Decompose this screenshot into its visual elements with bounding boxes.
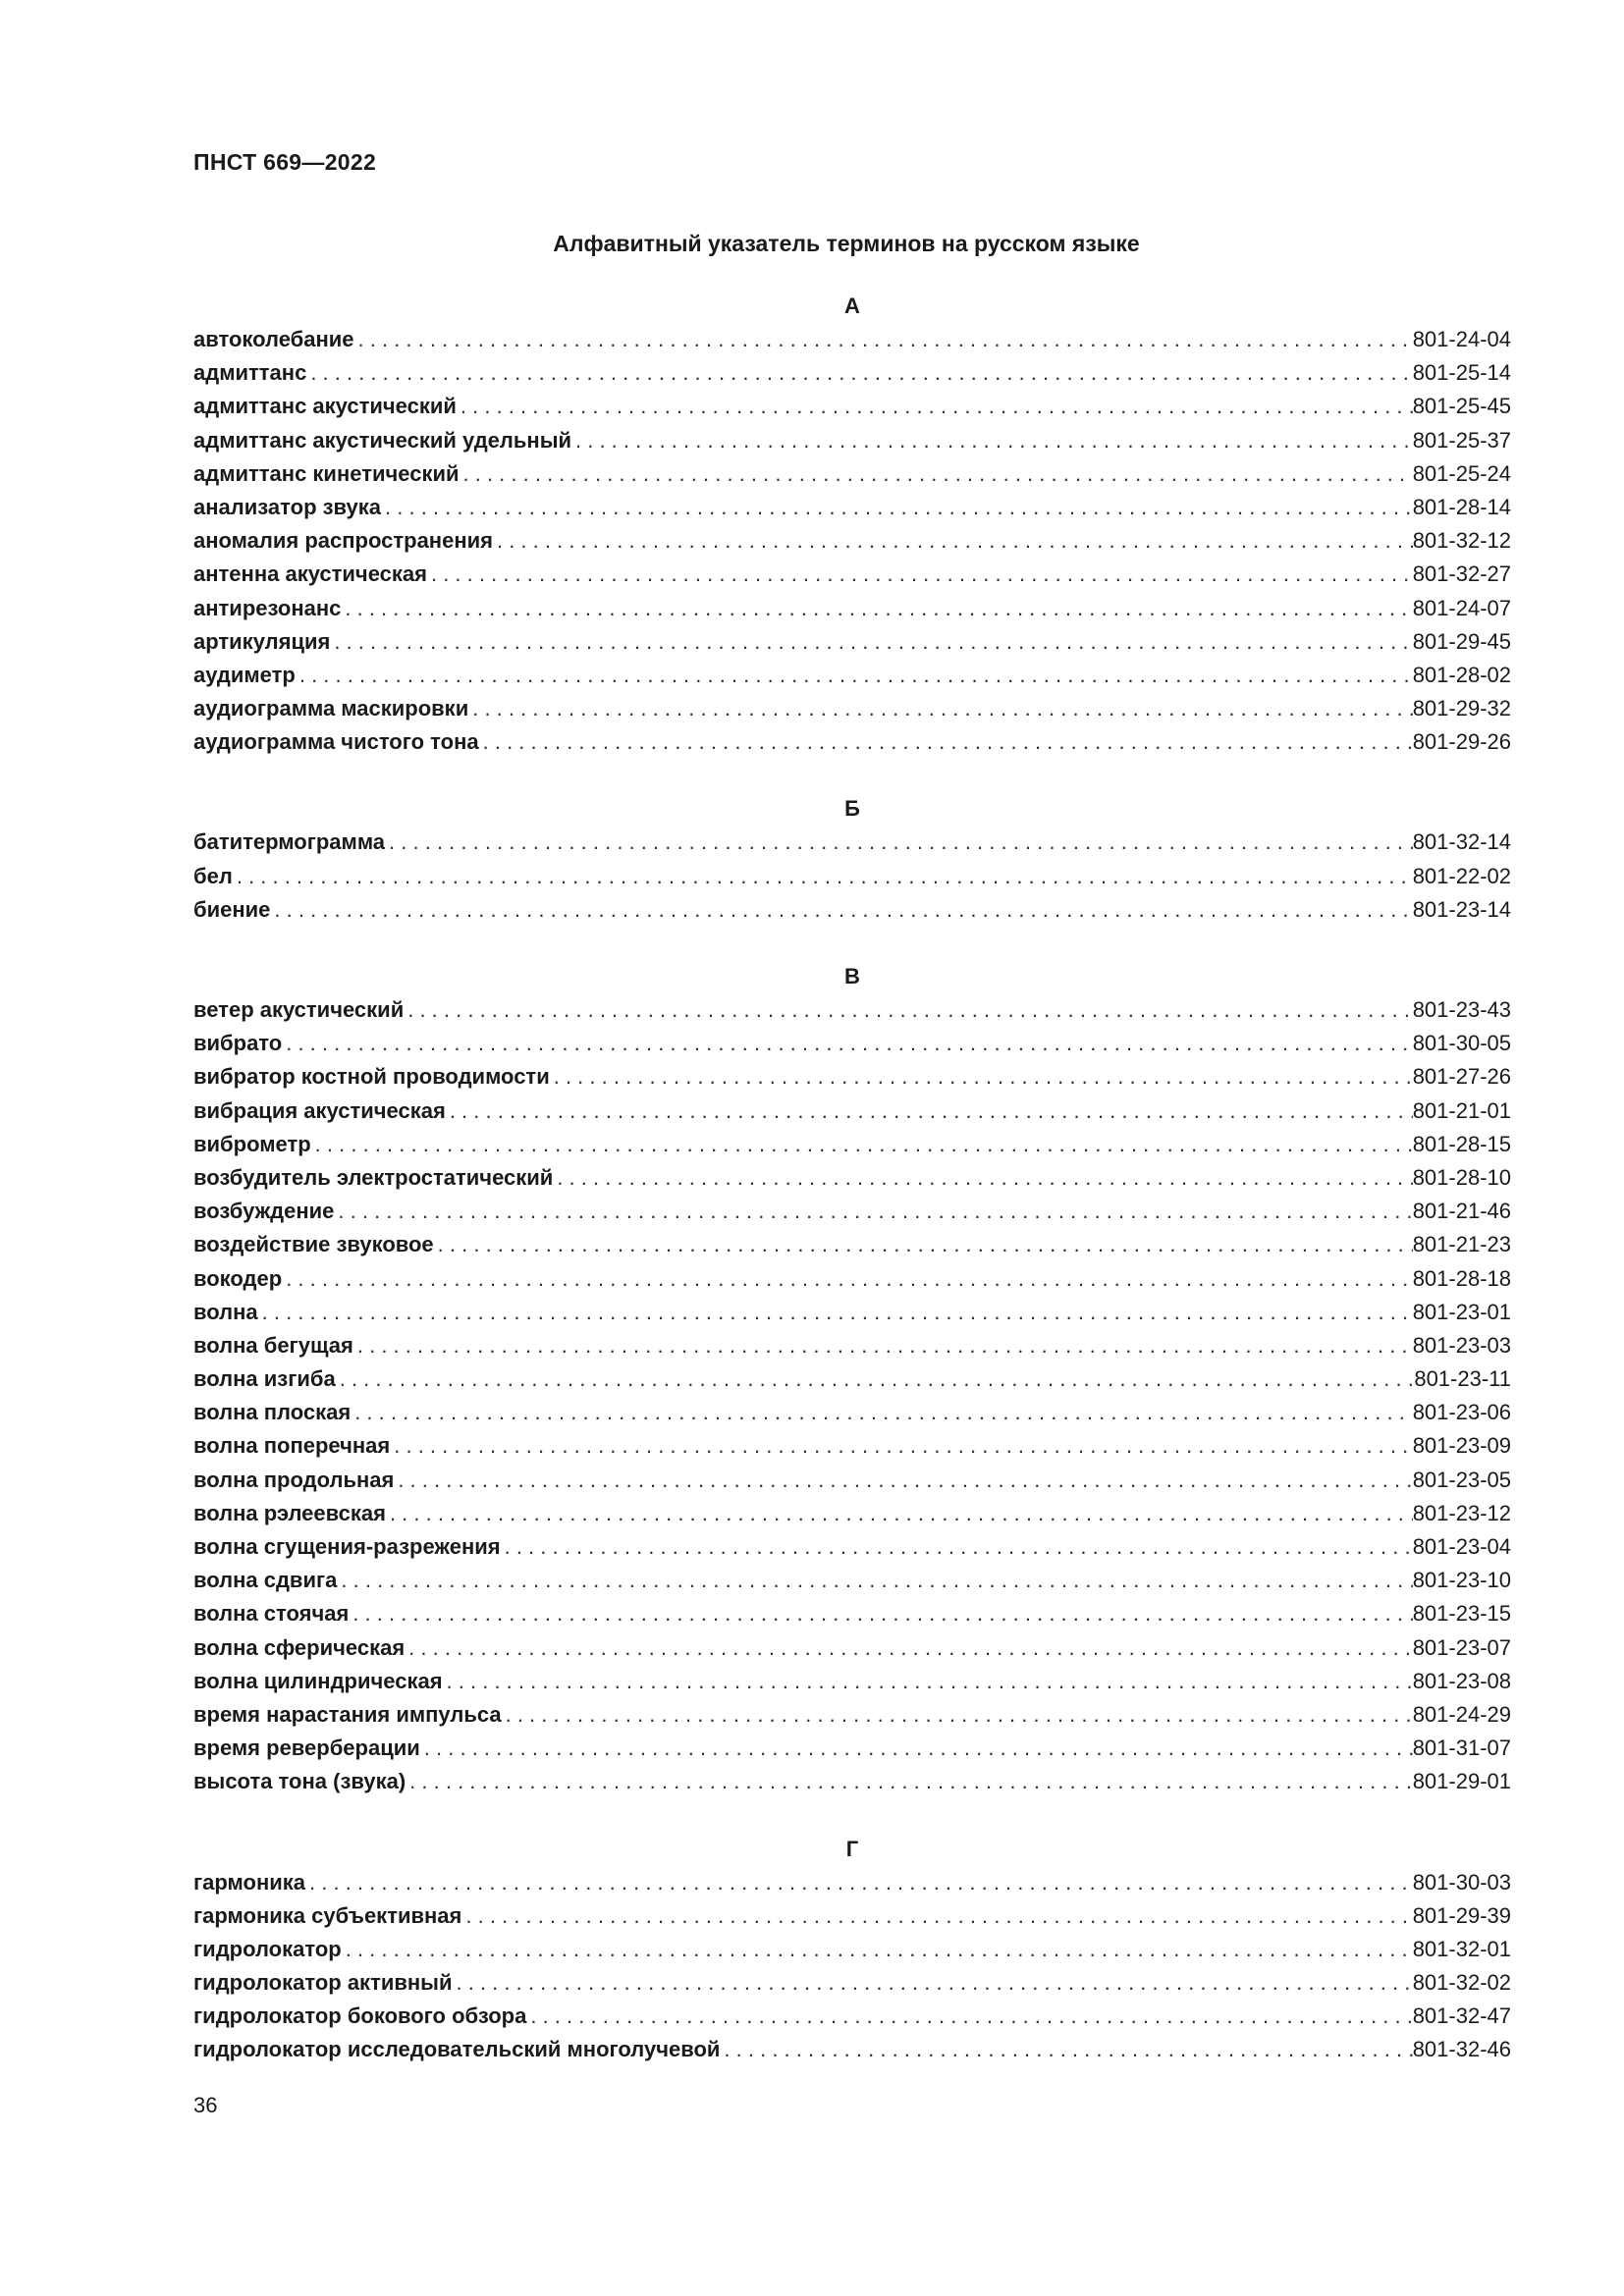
entry-code: 801-32-47 (1412, 2003, 1511, 2029)
entry-code: 801-23-05 (1412, 1467, 1511, 1492)
index-entry (193, 993, 1511, 1027)
dot-leader (270, 893, 1412, 927)
entry-term: гармоника (193, 1869, 306, 1895)
entry-code: 801-23-08 (1412, 1668, 1511, 1693)
index-entry (193, 860, 1511, 893)
entry-code: 801-23-43 (1412, 997, 1511, 1022)
entry-code: 801-22-02 (1412, 863, 1511, 888)
entry-code: 801-24-29 (1412, 1701, 1511, 1727)
index-entry (193, 1899, 1511, 1933)
entry-code: 801-29-26 (1412, 729, 1511, 755)
entry-code: 801-27-26 (1412, 1064, 1511, 1090)
index-entry (193, 625, 1511, 659)
index-entry (193, 725, 1511, 759)
dot-leader (311, 1128, 1413, 1161)
dot-leader (720, 2033, 1412, 2066)
entry-code: 801-21-46 (1412, 1199, 1511, 1224)
section-letter-heading: Б (844, 796, 860, 822)
index-entry (193, 1765, 1511, 1798)
entry-code: 801-32-12 (1412, 528, 1511, 554)
index-entry (193, 558, 1511, 591)
dot-leader (282, 1262, 1413, 1296)
entry-term: адмиттанс (193, 360, 307, 386)
entry-code: 801-21-23 (1412, 1232, 1511, 1257)
section-spacer (193, 927, 1511, 960)
document-code: ПНСТ 669—2022 (193, 149, 377, 175)
entry-code: 801-31-07 (1412, 1735, 1511, 1761)
entry-code: 801-23-07 (1412, 1634, 1511, 1660)
entry-term: волна (193, 1299, 258, 1324)
dot-leader (381, 491, 1413, 524)
dot-leader (501, 1530, 1413, 1564)
entry-code: 801-32-01 (1412, 1936, 1511, 1961)
entry-code: 801-32-46 (1412, 2037, 1511, 2062)
dot-leader (336, 1362, 1415, 1396)
index-entry (193, 893, 1511, 927)
index-entry (193, 1128, 1511, 1161)
dot-leader (296, 659, 1413, 692)
entry-code: 801-28-10 (1412, 1164, 1511, 1190)
entry-term: виброметр (193, 1131, 311, 1156)
index-entry (193, 1966, 1511, 2000)
index-entry (193, 524, 1511, 558)
dot-leader (453, 1966, 1413, 2000)
entry-term: гидролокатор исследовательский многолучевой (193, 2037, 721, 2062)
index-entry (193, 1095, 1511, 1128)
entry-term: ветер акустический (193, 997, 405, 1022)
dot-leader (342, 1933, 1413, 1966)
entry-code: 801-24-07 (1412, 595, 1511, 620)
entry-code: 801-28-15 (1412, 1131, 1511, 1156)
entry-term: анализатор звука (193, 494, 382, 519)
entry-code: 801-23-06 (1412, 1400, 1511, 1425)
dot-leader (468, 692, 1412, 725)
entry-code: 801-29-39 (1412, 1902, 1511, 1928)
entry-code: 801-23-03 (1412, 1332, 1511, 1358)
entry-term: волна цилиндрическая (193, 1668, 443, 1693)
entry-code: 801-29-45 (1412, 628, 1511, 654)
dot-leader (493, 524, 1413, 558)
dot-leader (461, 1899, 1412, 1933)
entry-code: 801-28-14 (1412, 494, 1511, 519)
entry-code: 801-24-04 (1412, 327, 1511, 351)
entry-term: волна рэлеевская (193, 1500, 386, 1525)
index-entry (193, 390, 1511, 423)
index-entry (193, 323, 1511, 356)
entry-code: 801-25-14 (1412, 360, 1511, 386)
entry-term: артикуляция (193, 628, 331, 654)
entry-term: волна изгиба (193, 1366, 336, 1392)
dot-leader (405, 1631, 1413, 1665)
index-entry (193, 356, 1511, 390)
dot-leader (434, 1228, 1413, 1261)
entry-term: высота тона (звука) (193, 1769, 406, 1794)
dot-leader (443, 1665, 1413, 1698)
dot-leader (460, 457, 1413, 491)
dot-leader (258, 1296, 1413, 1329)
index-entry (193, 1060, 1511, 1094)
entry-term: воздействие звуковое (193, 1232, 434, 1257)
index-entry (193, 1161, 1511, 1195)
index-entry (193, 1732, 1511, 1765)
entry-term: волна сгущения-разрежения (193, 1534, 501, 1559)
index-entry (193, 1665, 1511, 1698)
entry-code: 801-23-14 (1412, 896, 1511, 922)
dot-leader (305, 1866, 1413, 1899)
index-entry (193, 826, 1511, 859)
dot-leader (353, 1329, 1413, 1362)
index-entry (193, 1698, 1511, 1732)
index-entry (193, 1564, 1511, 1597)
entry-term: гидролокатор бокового обзора (193, 2003, 527, 2029)
entry-code: 801-23-11 (1414, 1366, 1511, 1392)
dot-leader (354, 323, 1413, 356)
entry-term: волна плоская (193, 1400, 352, 1425)
entry-code: 801-28-18 (1412, 1265, 1511, 1291)
entry-term: волна поперечная (193, 1433, 391, 1459)
entry-code: 801-29-32 (1412, 696, 1511, 721)
entry-term: волна сферическая (193, 1634, 406, 1660)
index-entry (193, 1631, 1511, 1665)
dot-leader (427, 558, 1413, 591)
entry-term: время реверберации (193, 1735, 420, 1761)
entry-term: адмиттанс акустический удельный (193, 427, 571, 453)
entry-term: волна бегущая (193, 1332, 353, 1358)
index-entry (193, 457, 1511, 491)
dot-leader (390, 1429, 1412, 1463)
entry-code: 801-23-04 (1412, 1534, 1511, 1559)
dot-leader (330, 625, 1412, 659)
entry-term: вибрация акустическая (193, 1097, 446, 1123)
index-entry (193, 424, 1511, 457)
index-entry (193, 592, 1511, 625)
dot-leader (404, 993, 1412, 1027)
index-entry (193, 1866, 1511, 1899)
dot-leader (550, 1060, 1413, 1094)
entry-term: биение (193, 896, 271, 922)
entry-code: 801-23-12 (1412, 1500, 1511, 1525)
index-entry (193, 1027, 1511, 1060)
dot-leader (526, 2000, 1412, 2033)
index-entry (193, 692, 1511, 725)
entry-code: 801-30-05 (1412, 1031, 1511, 1056)
entry-term: возбуждение (193, 1199, 335, 1224)
entry-term: волна сдвига (193, 1568, 338, 1593)
dot-leader (282, 1027, 1412, 1060)
entry-term: время нарастания импульса (193, 1701, 502, 1727)
entry-term: волна продольная (193, 1467, 395, 1492)
dot-leader (420, 1732, 1413, 1765)
entry-code: 801-28-02 (1412, 662, 1511, 687)
entry-term: вибрато (193, 1031, 283, 1056)
index-entry (193, 491, 1511, 524)
dot-leader (502, 1698, 1413, 1732)
entry-term: аудиограмма чистого тона (193, 729, 479, 755)
entry-term: волна стоячая (193, 1601, 350, 1627)
dot-leader (306, 356, 1412, 390)
dot-leader (457, 390, 1413, 423)
dot-leader (394, 1464, 1412, 1497)
index-entry (193, 1396, 1511, 1429)
dot-leader (351, 1396, 1413, 1429)
index-entry (193, 1228, 1511, 1261)
entry-term: антенна акустическая (193, 561, 427, 587)
entry-code: 801-23-09 (1412, 1433, 1511, 1459)
dot-leader (334, 1195, 1412, 1228)
index-entry (193, 1464, 1511, 1497)
index-entry (193, 1933, 1511, 1966)
dot-leader (479, 725, 1413, 759)
entry-term: адмиттанс акустический (193, 394, 457, 419)
entry-code: 801-23-15 (1412, 1601, 1511, 1627)
entry-term: возбудитель электростатический (193, 1164, 554, 1190)
section-spacer (193, 759, 1511, 792)
dot-leader (386, 1497, 1413, 1530)
entry-term: аудиметр (193, 662, 296, 687)
entry-term: аномалия распространения (193, 528, 493, 554)
index-entry (193, 1262, 1511, 1296)
entry-term: автоколебание (193, 327, 354, 351)
entry-code: 801-23-01 (1412, 1299, 1511, 1324)
entry-term: гидролокатор (193, 1936, 342, 1961)
entry-code: 801-25-37 (1412, 427, 1511, 453)
section-letter-heading: Г (845, 1836, 859, 1861)
index-entry (193, 1195, 1511, 1228)
dot-leader (406, 1765, 1413, 1798)
dot-leader (385, 826, 1413, 859)
dot-leader (341, 592, 1412, 625)
entry-code: 801-30-03 (1412, 1869, 1511, 1895)
section-letter-heading: А (844, 294, 860, 318)
entry-term: гармоника субъективная (193, 1902, 462, 1928)
entry-code: 801-23-10 (1412, 1568, 1511, 1593)
entry-term: вокодер (193, 1265, 283, 1291)
entry-code: 801-25-24 (1412, 460, 1511, 486)
index-entry (193, 1429, 1511, 1463)
dot-leader (233, 860, 1413, 893)
index-entry (193, 1296, 1511, 1329)
section-spacer (193, 1799, 1511, 1833)
entry-term: гидролокатор активный (193, 1970, 453, 1996)
entry-term: вибратор костной проводимости (193, 1064, 550, 1090)
entry-code: 801-32-27 (1412, 561, 1511, 587)
index-entry (193, 2033, 1511, 2066)
dot-leader (571, 424, 1413, 457)
entry-term: антирезонанс (193, 595, 342, 620)
entry-term: аудиограмма маскировки (193, 696, 469, 721)
entry-code: 801-25-45 (1412, 394, 1511, 419)
index-entry (193, 659, 1511, 692)
index-entry (193, 1329, 1511, 1362)
entry-term: бел (193, 863, 233, 888)
dot-leader (553, 1161, 1412, 1195)
index-entry (193, 1362, 1511, 1396)
index-entry (193, 1497, 1511, 1530)
entry-code: 801-29-01 (1412, 1769, 1511, 1794)
entry-term: адмиттанс кинетический (193, 460, 460, 486)
section-letter-heading: В (844, 964, 860, 988)
entry-code: 801-32-14 (1412, 829, 1511, 855)
term-index (193, 290, 1511, 2067)
dot-leader (349, 1597, 1412, 1630)
index-entry (193, 1530, 1511, 1564)
dot-leader (446, 1095, 1413, 1128)
entry-code: 801-21-01 (1412, 1097, 1511, 1123)
index-title: Алфавитный указатель терминов на русском языке (553, 231, 1140, 256)
page-number: 36 (193, 2093, 218, 2117)
index-entry (193, 2000, 1511, 2033)
dot-leader (337, 1564, 1412, 1597)
entry-code: 801-32-02 (1412, 1970, 1511, 1996)
entry-term: батитермограмма (193, 829, 386, 855)
index-entry (193, 1597, 1511, 1630)
